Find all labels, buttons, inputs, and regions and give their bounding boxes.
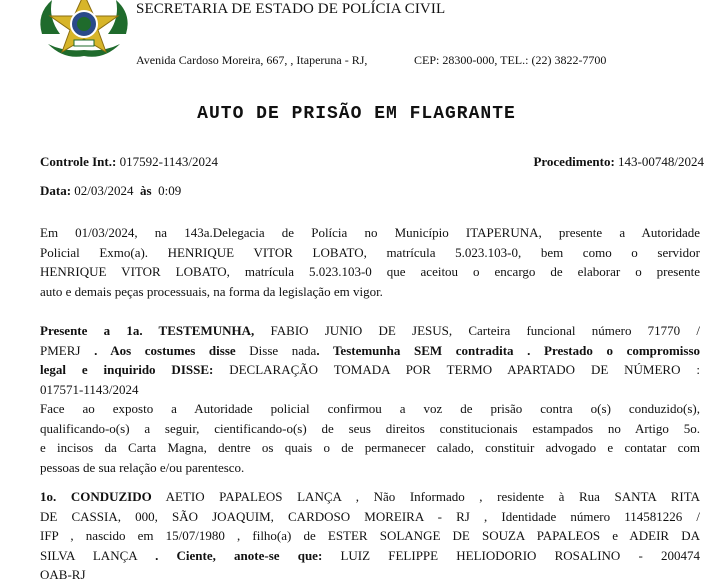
detainee-line: DE CASSIA, 000, SÃO JOAQUIM, CARDOSO MOREIRA - RJ , Identidade número 114581226 / [40, 508, 700, 524]
opening-paragraph [40, 223, 700, 301]
procedimento-field [533, 154, 704, 170]
witness-status: . Testemunha SEM contradita . Prestado o compromisso [316, 342, 700, 358]
detainee-line [40, 487, 700, 507]
statement-label: legal e inquirido DISSE: [40, 362, 214, 377]
paragraph-line: Face ao exposto a Autoridade policial confirmou a voz de prisão contra o(s) conduzido(s), [40, 401, 700, 416]
paragraph-line: e incisos da Carta Magna, dentre os quais o de permanecer calado, constituir advogado e contatar com [40, 440, 700, 455]
detainee-identity: AETIO PAPALEOS LANÇA , Não Informado , residente à Rua SANTA RITA [151, 489, 700, 504]
witness-line [40, 360, 700, 380]
paragraph-line: HENRIQUE VITOR LOBATO, matrícula 5.023.103-0 que aceitou o encargo de elaborar o presente [40, 264, 700, 279]
date-value: 02/03/2024 [71, 183, 134, 198]
document-title: AUTO DE PRISÃO EM FLAGRANTE [197, 104, 516, 124]
detainee-line: IFP , nascido em 15/07/1980 , filho(a) de ESTER SOLANGE DE SOUZA PAPALEOS e ADEIR DA [40, 528, 700, 543]
witness-line: 017571-1143/2024 [40, 381, 139, 397]
counsel-label: . Ciente, anote-se que: [155, 547, 323, 563]
time-separator: às [140, 183, 152, 198]
witness-line [40, 321, 700, 341]
procedimento-value: 143-00748/2024 [614, 154, 704, 169]
statement-text: DECLARAÇÃO TOMADA POR TERMO APARTADO DE NÚMERO : [213, 362, 700, 377]
paragraph-line: Policial Exmo(a). HENRIQUE VITOR LOBATO, matrícula 5.023.103-0, bem como o servidor [40, 244, 700, 260]
paragraph-line: pessoas de sua relação e/ou parentesco. [40, 459, 245, 475]
time-value: 0:09 [154, 183, 182, 198]
witness-line [40, 341, 700, 361]
detainee-line [40, 546, 700, 566]
paragraph-line: qualificando-o(s) a seguir, cientificando-o(s) de seus direitos constitucionais estampados no Artigo 5o. [40, 420, 700, 436]
witness-paragraph [40, 321, 700, 399]
date-field [40, 183, 181, 199]
customs-label: . Aos costumes disse [94, 342, 236, 358]
agency-address: Avenida Cardoso Moreira, 667, , Itaperuna - RJ, [136, 53, 368, 67]
counsel-name: LUIZ FELIPPE HELIODORIO ROSALINO - 200474 [322, 547, 700, 563]
procedimento-label: Procedimento: [533, 154, 615, 169]
paragraph-line: auto e demais peças processuais, na forma da legislação em vigor. [40, 283, 383, 299]
paragraph-line: Em 01/03/2024, na 143a.Delegacia de Polícia no Município ITAPERUNA, presente a Autoridade [40, 225, 700, 240]
detainee-heading: 1o. CONDUZIDO [40, 489, 152, 504]
witness-heading: Presente a 1a. TESTEMUNHA, [40, 323, 255, 338]
controle-label: Controle Int.: [40, 154, 117, 169]
witness-identity: FABIO JUNIO DE JESUS, Carteira funcional número 71770 / [254, 323, 700, 338]
date-label: Data: [40, 183, 72, 198]
controle-field [40, 154, 218, 170]
controle-value: 017592-1143/2024 [116, 154, 219, 169]
rights-paragraph [40, 399, 700, 477]
detainee-line: OAB-RJ [40, 567, 86, 582]
witness-agency: PMERJ [40, 342, 95, 358]
customs-answer: Disse nada [235, 342, 317, 358]
detainee-parent: SILVA LANÇA [40, 547, 156, 563]
police-badge-logo [34, 0, 134, 64]
agency-contact: CEP: 28300-000, TEL.: (22) 3822-7700 [414, 53, 607, 67]
agency-name: SECRETARIA DE ESTADO DE POLÍCIA CIVIL [136, 1, 446, 17]
